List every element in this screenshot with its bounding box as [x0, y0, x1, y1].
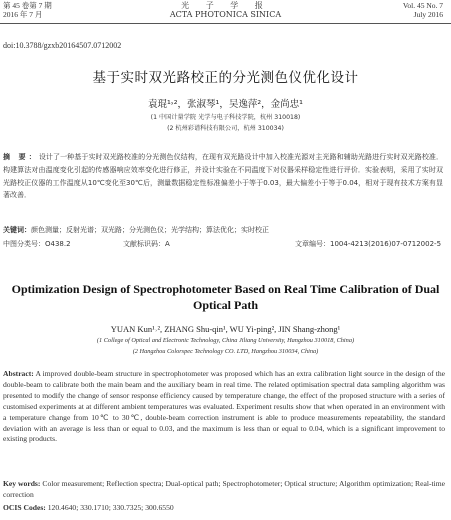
- header-date-cn: 2016 年 7 月: [3, 10, 43, 19]
- chinese-authors: 袁琨¹˒²，张淑琴¹，吴逸萍²，金尚忠¹: [148, 99, 303, 110]
- header-rule: [0, 23, 451, 24]
- chinese-affiliation-2: (2 杭州彩谱科技有限公司，杭州 310034): [167, 125, 284, 132]
- english-affiliation-2: (2 Hangzhou Colorspec Technology CO. LTD, Hangzhou 310034, China): [132, 348, 319, 355]
- english-abstract-label: Abstract:: [3, 369, 34, 378]
- english-affiliation-1: (1 College of Optical and Electronic Technology, China Jiliang University, Hangzhou 310018, China): [96, 337, 355, 344]
- chinese-abstract-label: 摘 要：: [3, 153, 39, 161]
- chinese-abstract-text: 设计了一种基于实时双光路校准的分光测色仪结构，在现有双光路设计中加入校准光源对主光路和辅助光路进行实时双光路校准．构建算法对由温度变化引起的传感器响应效率变化进行修正，并设计实验在不同温度下对仪器采样稳定性进行评价．实验表明，采用了实时双光路校正仪器的工作温度从10℃变化至30℃后，测量数据稳定性标准偏差小于等于0.03，最大偏差小于等于0.04，相对于现有技术方案有显著改善．: [3, 153, 444, 200]
- chinese-keywords: [3, 225, 443, 235]
- chinese-abstract: [3, 151, 443, 202]
- class-number: 中图分类号：O438.2: [3, 240, 71, 248]
- english-abstract-text: A improved double-beam structure in spectrophotometer was proposed which has an extra calibration light source in the design of the double-beam to calibrate both the main beam and the auxiliary beam in real time. The related optimisation spectral data sampling algorithm was presented to modify the change of sensor response efficiency caused by temperature change, the effect of the proposed structure with a series of customised experiments at at different ambient temperatures was evaluated. Experiment results show that when operated in an environment with a temperature change from 10℃ to 30℃, double-beam correction instrument is able to produce measurements repeatability, the standard deviation with an average is less than or equal to 0.03, and the maximum is less than or equal to 0.04, which is a significant improvement to existing products.: [3, 369, 445, 444]
- chinese-keywords-label: 关键词：: [3, 226, 31, 234]
- ocis-text: 120.4640; 330.1710; 330.7325; 300.6550: [47, 503, 174, 512]
- header-volume-cn: 第 45 卷第 7 期: [3, 1, 52, 10]
- journal-name: [0, 1, 451, 19]
- english-keywords-label: Key words:: [3, 479, 41, 488]
- english-authors: YUAN Kun¹˒², ZHANG Shu-qin¹, WU Yi-ping², JIN Shang-zhong¹: [110, 324, 341, 334]
- doi-line[interactable]: doi:10.3788/gzxb20164507.0712002: [3, 41, 122, 50]
- chinese-affiliation-1: (1 中国计量学院 光学与电子科技学院，杭州 310018): [150, 114, 301, 121]
- header-volume-number: Vol. 45 No. 7: [402, 1, 443, 10]
- english-keywords-text: Color measurement; Reflection spectra; Dual-optical path; Spectrophotometer; Optical structure; Algorithm optimization; Real-time correction: [3, 479, 445, 499]
- running-header: [0, 0, 451, 22]
- article-number: 文章编号：1004-4213(2016)07-0712002-5: [295, 240, 442, 248]
- ocis-codes: [3, 503, 445, 512]
- english-keywords: [3, 479, 445, 501]
- header-volume-en: [403, 1, 443, 19]
- english-title: Optimization Design of Spectrophotometer Based on Real Time Calibration of Dual Optical Path: [11, 282, 440, 312]
- chinese-keywords-text: 颜色测量；反射光谱；双光路；分光测色仪；光学结构；算法优化；实时校正: [31, 226, 269, 234]
- document-code: 文献标识码：A: [123, 240, 170, 248]
- english-abstract: [3, 369, 445, 445]
- header-date-en: July 2016: [413, 10, 443, 19]
- ocis-label: OCIS Codes:: [3, 503, 46, 512]
- chinese-title: 基于实时双光路校正的分光测色仪优化设计: [92, 70, 359, 86]
- journal-name-en: ACTA PHOTONICA SINICA: [169, 10, 282, 19]
- journal-name-cn: 光 子 学 报: [181, 1, 270, 10]
